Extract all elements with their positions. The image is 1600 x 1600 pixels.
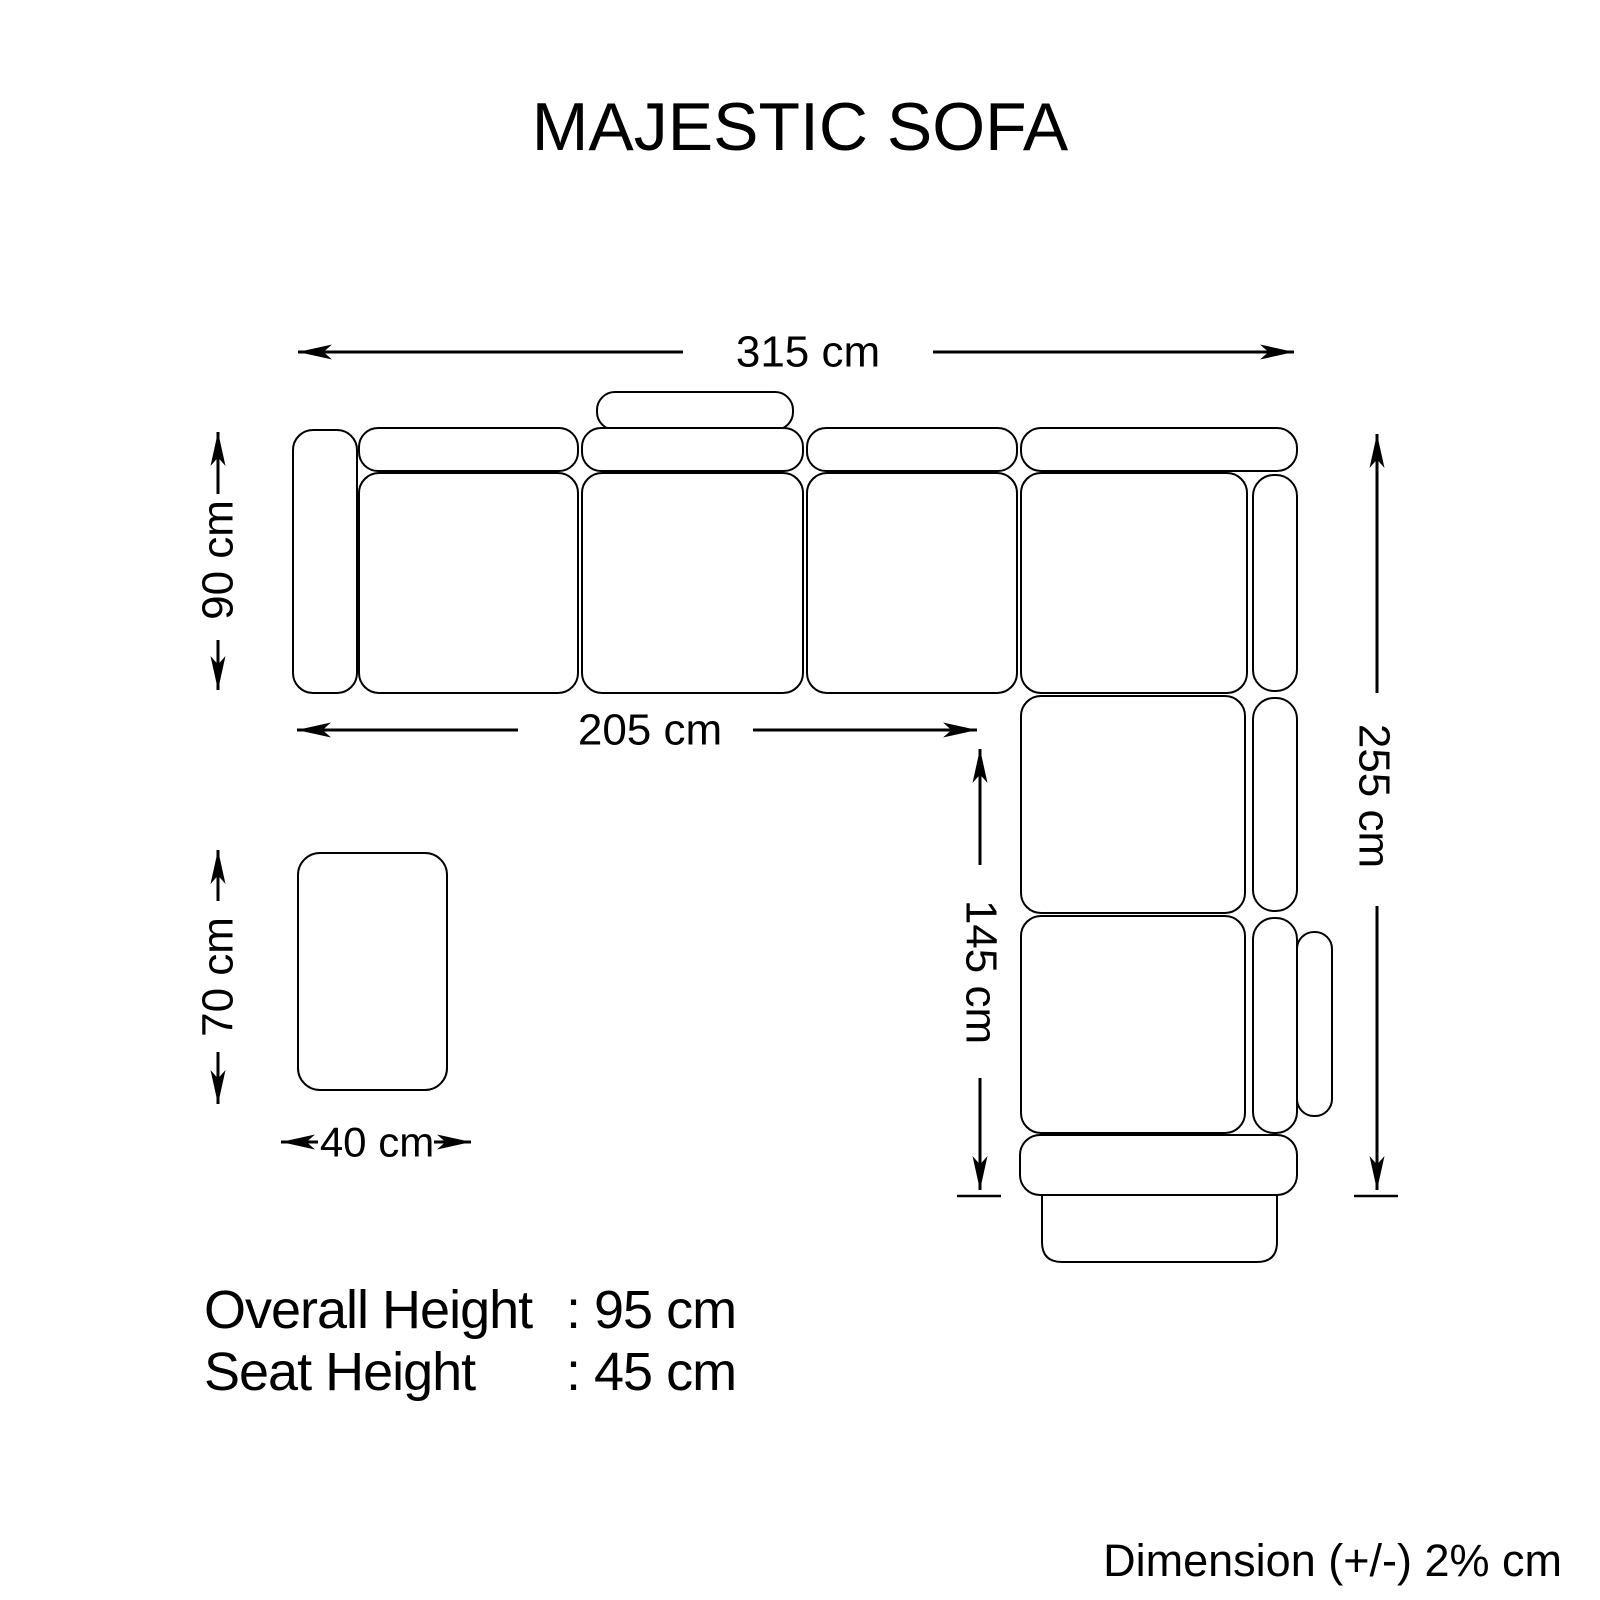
footrest-panel	[1042, 1195, 1277, 1262]
right-armrest	[1297, 932, 1332, 1116]
spec-seat-height-label: Seat Height	[204, 1342, 476, 1402]
spec-seat-height-value: : 45 cm	[566, 1342, 737, 1402]
seat-cushion-4	[1021, 696, 1245, 913]
backrest-1	[359, 428, 578, 471]
dim-ottoman-length-label: 70 cm	[193, 917, 243, 1037]
dim-overall-width-label: 315 cm	[735, 327, 881, 377]
seat-cushion-2	[582, 473, 803, 693]
seat-cushion-5	[1021, 916, 1245, 1133]
dim-seat-depth-label: 90 cm	[193, 500, 243, 620]
backrest-2	[582, 428, 803, 471]
seat-cushion-1	[359, 473, 578, 693]
page-title: MAJESTIC SOFA	[531, 89, 1069, 165]
dim-chaise-width-label: 205 cm	[577, 705, 723, 755]
seat-cushion-3	[807, 473, 1017, 693]
right-backrest-2	[1253, 698, 1297, 911]
dim-overall-depth-label: 255 cm	[1349, 723, 1399, 869]
right-backrest-1	[1253, 475, 1297, 691]
spec-overall-height-label: Overall Height	[204, 1280, 533, 1340]
headrest-cushion	[597, 392, 793, 430]
dim-return-depth-label: 145 cm	[956, 899, 1006, 1045]
right-backrest-3	[1253, 918, 1297, 1133]
left-armrest	[293, 430, 357, 693]
ottoman	[298, 853, 447, 1090]
dim-ottoman-width-label: 40 cm	[319, 1118, 435, 1166]
corner-seat-cushion	[1021, 473, 1247, 693]
tolerance-note: Dimension (+/-) 2% cm	[1103, 1535, 1562, 1586]
backrest-3	[807, 428, 1017, 471]
spec-overall-height-value: : 95 cm	[566, 1280, 737, 1340]
front-rail	[1020, 1135, 1297, 1195]
corner-backrest	[1021, 428, 1297, 471]
